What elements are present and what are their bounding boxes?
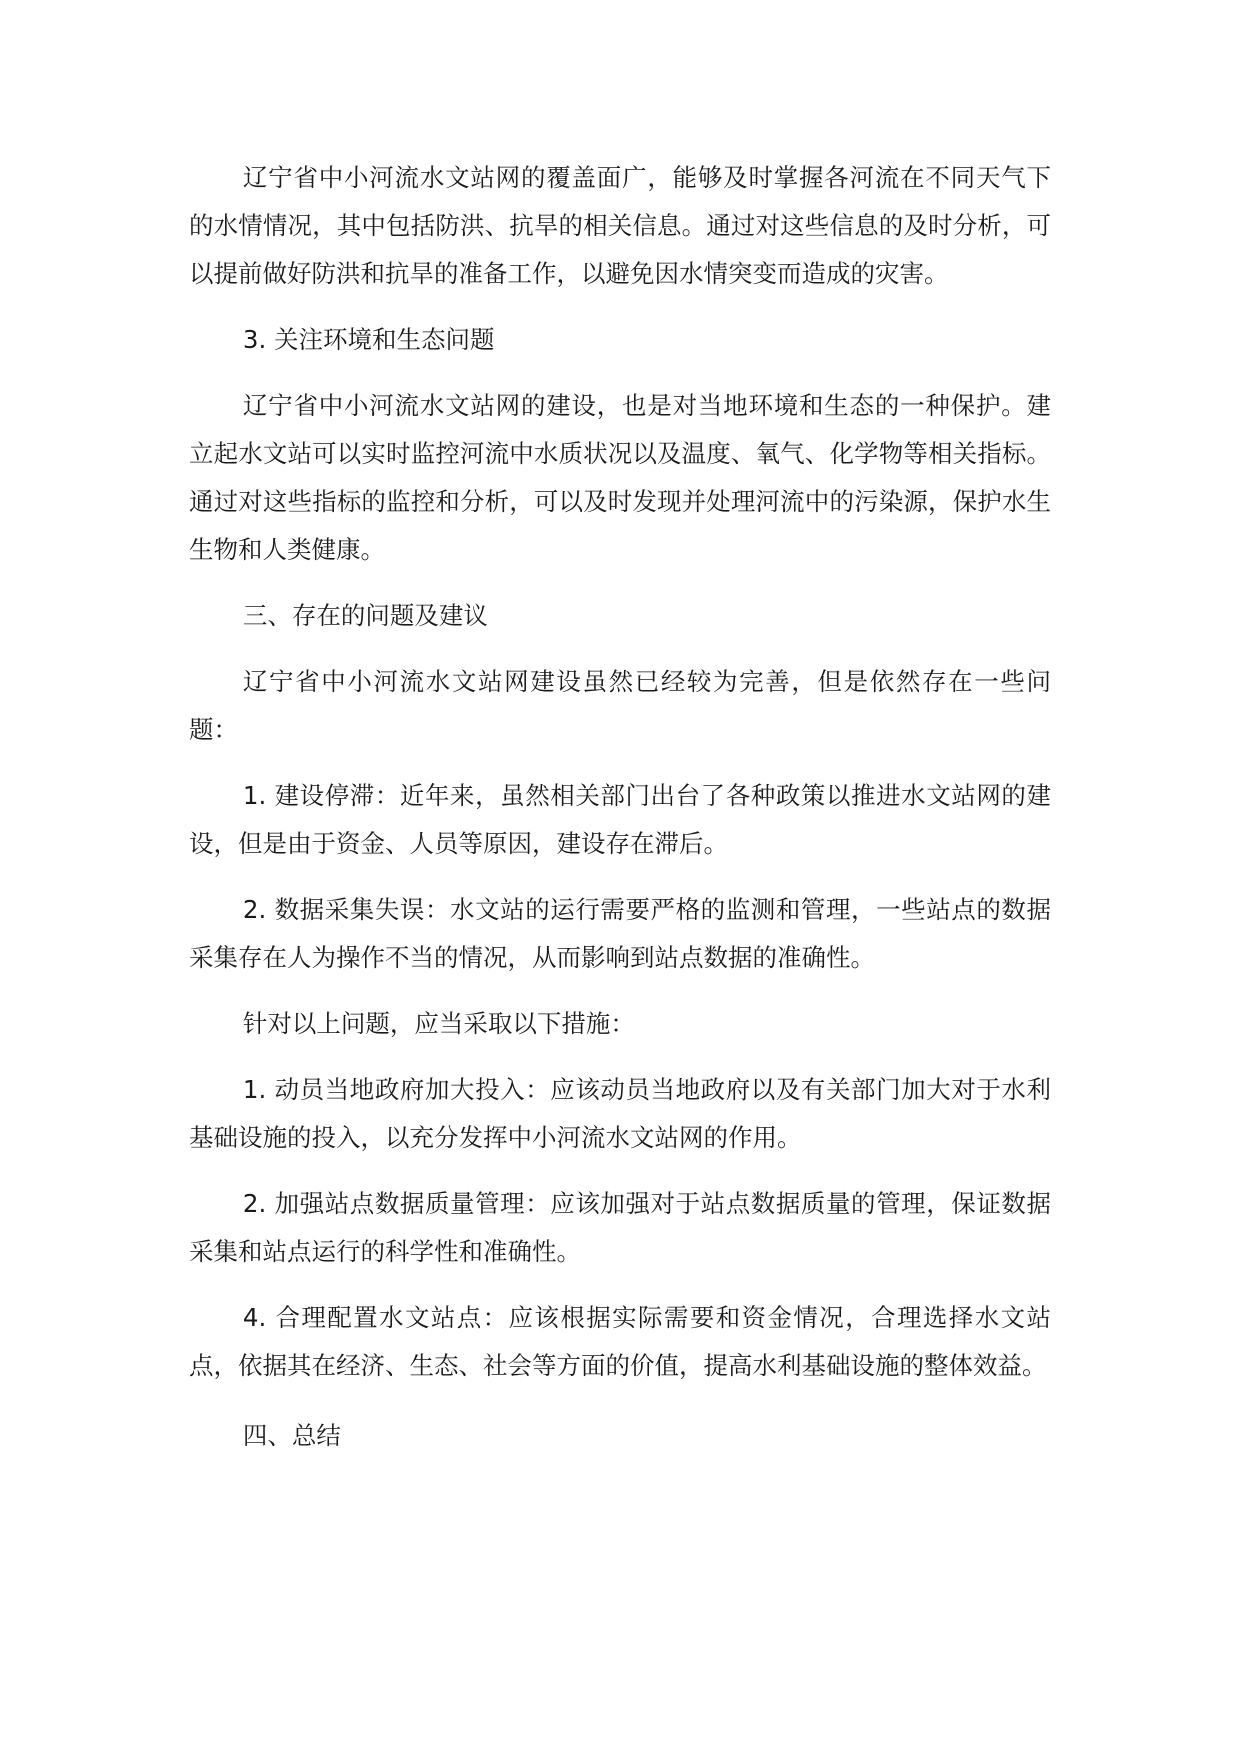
list-item: 4. 合理配置水文站点：应该根据实际需要和资金情况，合理选择水文站点，依据其在经济、生态、社会等方面的价值，提高水利基础设施的整体效益。 (189, 1303, 1051, 1380)
document-page (189, 154, 1051, 1460)
section-heading: 四、总结 (242, 1421, 341, 1450)
body-paragraph: 辽宁省中小河流水文站网的建设，也是对当地环境和生态的一种保护。建立起水文站可以实时监控河流中水质状况以及温度、氧气、化学物等相关指标。通过对这些指标的监控和分析，可以及时发现并处理河流中的污染源，保护水生生物和人类健康。 (189, 391, 1051, 564)
section-subheading: 3. 关注环境和生态问题 (242, 325, 495, 354)
list-item: 1. 建设停滞：近年来，虽然相关部门出台了各种政策以推进水文站网的建设，但是由于资金、人员等原因，建设存在滞后。 (189, 781, 1051, 858)
body-paragraph: 辽宁省中小河流水文站网的覆盖面广，能够及时掌握各河流在不同天气下的水情情况，其中包括防洪、抗旱的相关信息。通过对这些信息的及时分析，可以提前做好防洪和抗旱的准备工作，以避免因水情突变而造成的灾害。 (189, 163, 1051, 288)
list-item: 2. 数据采集失误：水文站的运行需要严格的监测和管理，一些站点的数据采集存在人为操作不当的情况，从而影响到站点数据的准确性。 (189, 895, 1051, 972)
list-item: 1. 动员当地政府加大投入：应该动员当地政府以及有关部门加大对于水利基础设施的投入，以充分发挥中小河流水文站网的作用。 (189, 1075, 1051, 1152)
section-heading: 三、存在的问题及建议 (242, 601, 488, 630)
body-paragraph: 针对以上问题，应当采取以下措施： (242, 1009, 635, 1038)
list-item: 2. 加强站点数据质量管理：应该加强对于站点数据质量的管理，保证数据采集和站点运行的科学性和准确性。 (189, 1189, 1051, 1266)
body-paragraph: 辽宁省中小河流水文站网建设虽然已经较为完善，但是依然存在一些问题： (189, 667, 1051, 744)
